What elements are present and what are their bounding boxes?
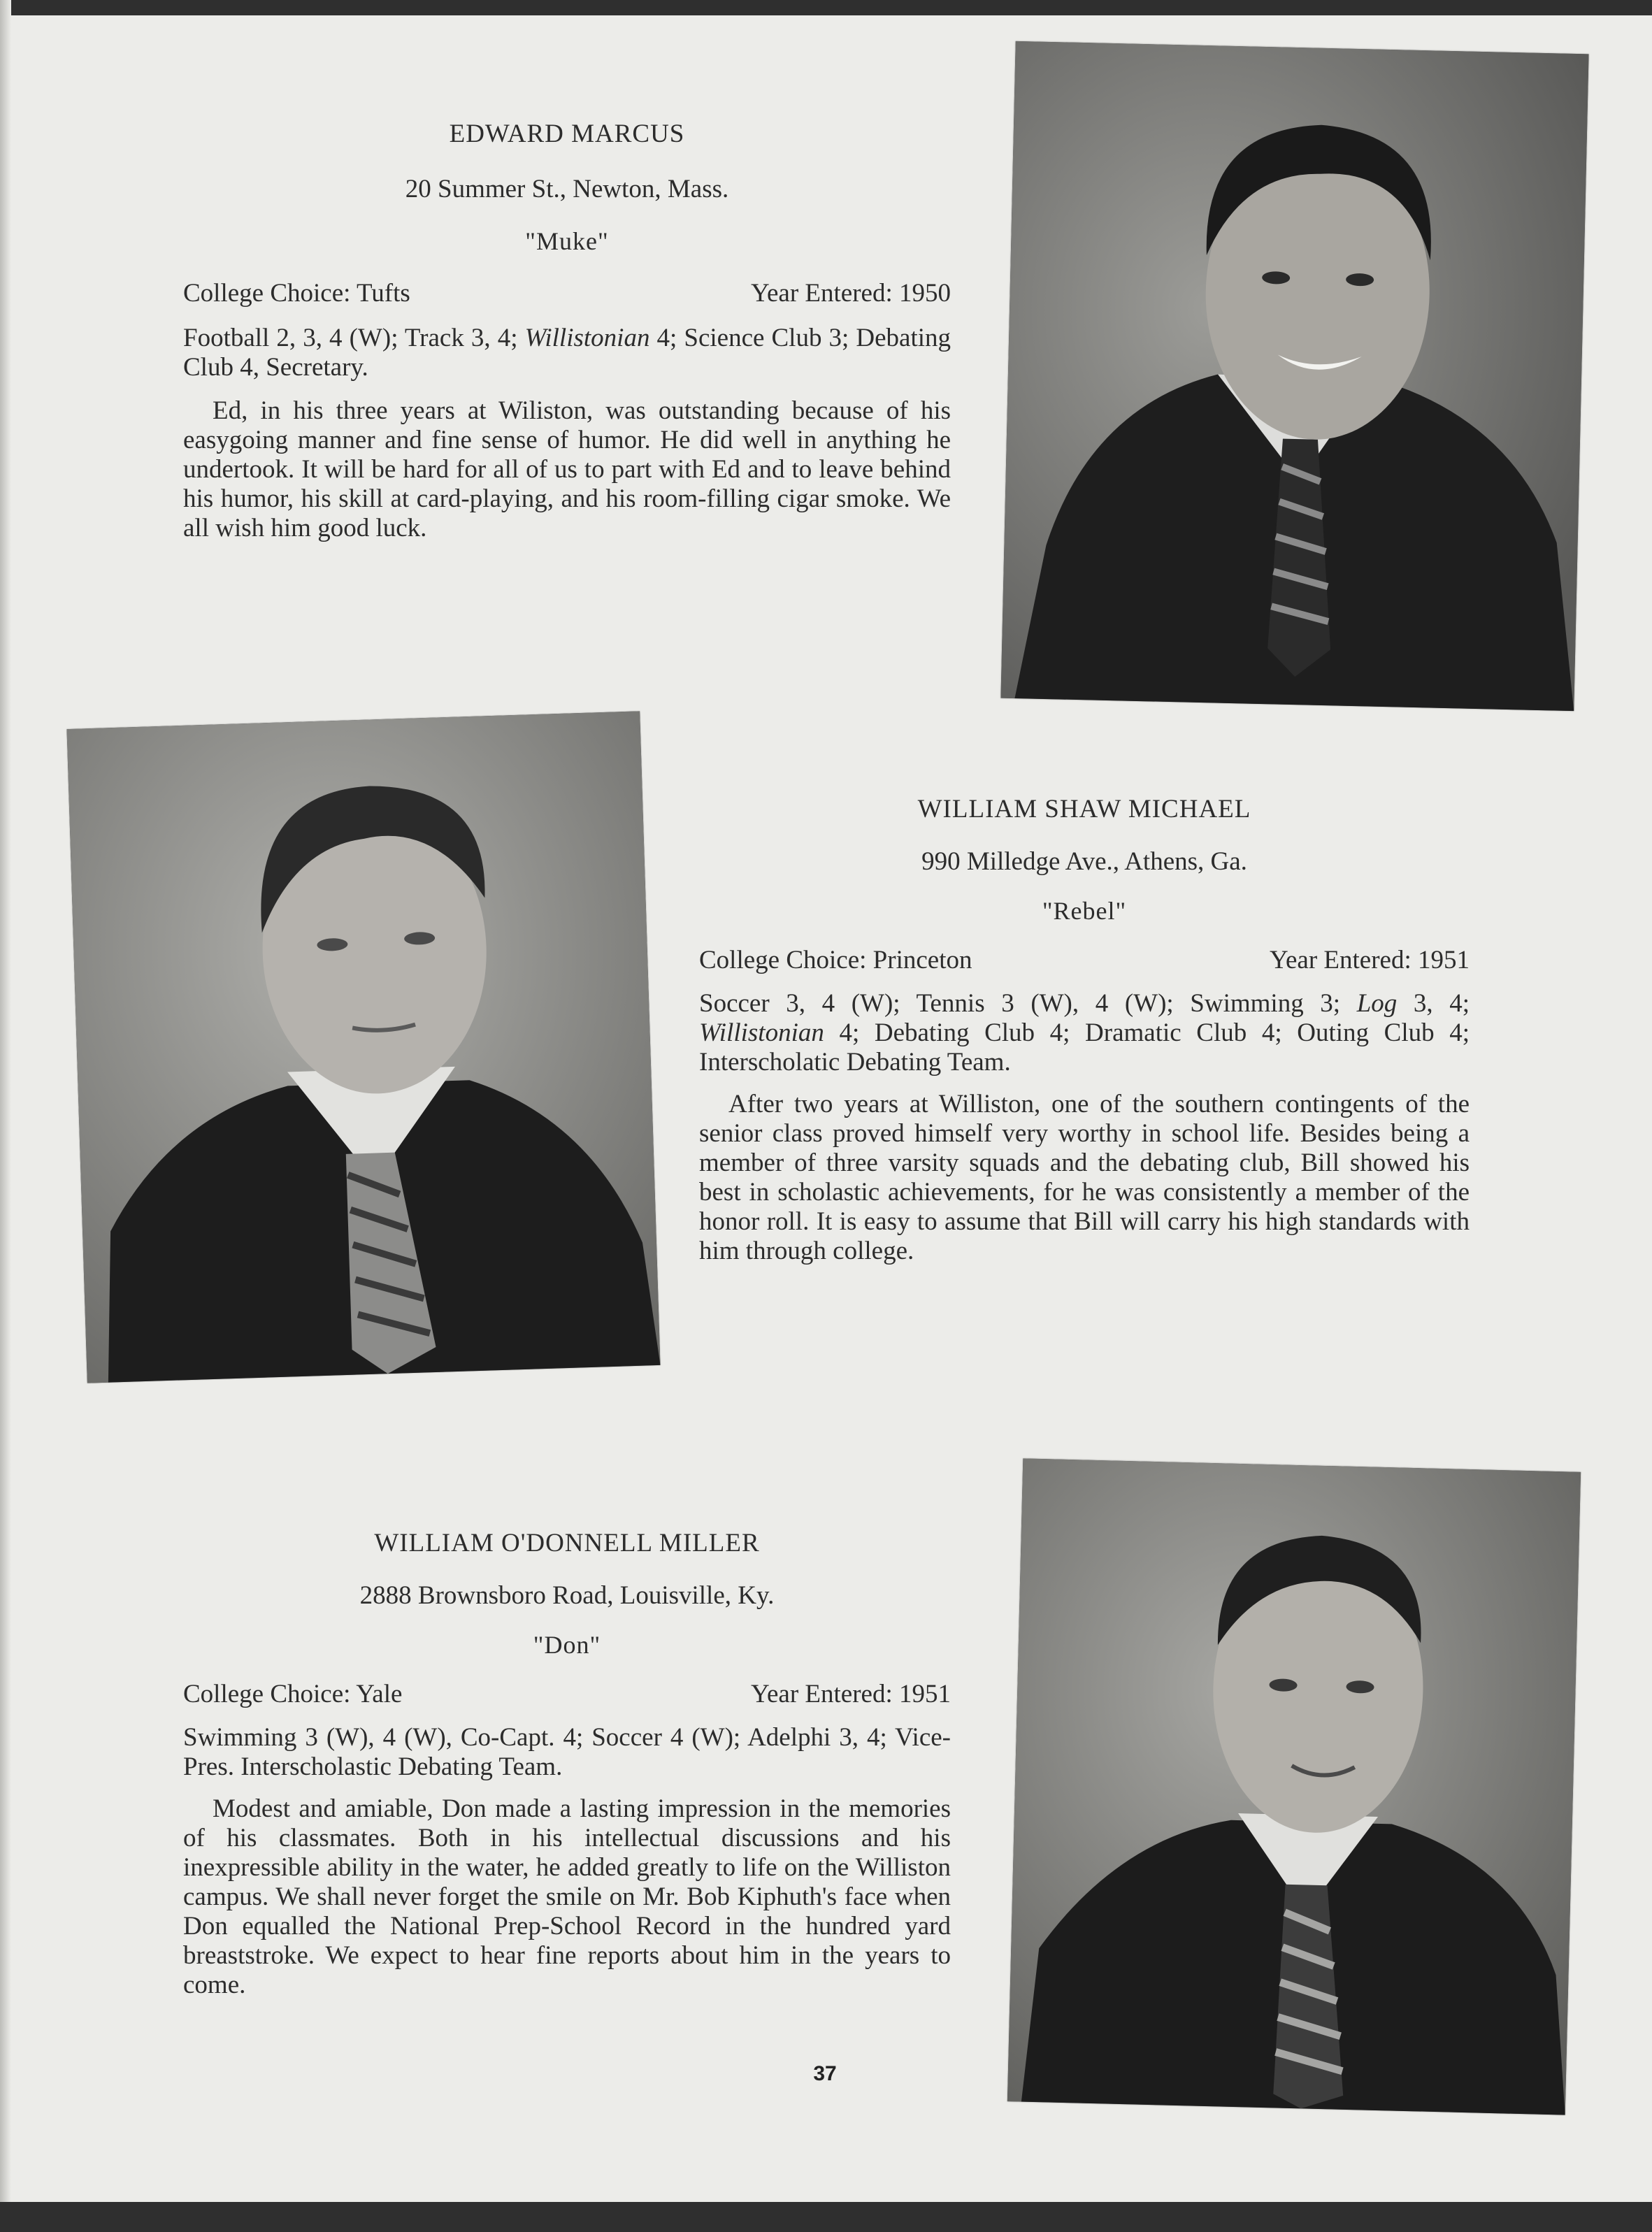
activities-italic-2: Willistonian xyxy=(699,1018,824,1047)
student-bio: Modest and amiable, Don made a lasting impression in the memories of his classmates. Both in his intellectual discussions and his inexpressible ability in the water, he added greatly to life on the Williston campus. We shall never forget the smile on Mr. Bob Kiphuth's face when Don equalled the National Prep-School Record in the hundred yard breaststroke. We expect to hear fine reports about him in the years to come. xyxy=(183,1794,951,1999)
meta-row xyxy=(183,1679,951,1709)
activities-italic: Willistonian xyxy=(524,324,650,352)
portrait-image xyxy=(1000,41,1588,711)
student-nickname: "Don" xyxy=(533,1631,601,1659)
activities: Swimming 3 (W), 4 (W), Co-Capt. 4; Soccer 4 (W); Adelphi 3, 4; Vice-Pres. Interscholastic Debating Team. xyxy=(183,1723,951,1781)
scan-left-edge xyxy=(0,0,11,2232)
student-bio: Ed, in his three years at Wiliston, was outstanding because of his easygoing manner and fine sense of humor. He did well in anything he undertook. It will be hard for all of us to part with Ed and to leave behind his humor, his skill at card-playing, and his room-filling cigar smoke. We all wish him good luck. xyxy=(183,396,951,542)
entry-marcus xyxy=(183,119,951,543)
activities-text-2: 3, 4; xyxy=(1397,989,1470,1018)
scan-bottom-border xyxy=(0,2202,1652,2232)
scan-top-border xyxy=(0,0,1652,15)
activities-text-3: 4; Debating Club 4; Dramatic Club 4; Outing Club 4; Interscholatic Debating Team. xyxy=(699,1018,1470,1077)
meta-row xyxy=(183,278,951,308)
page-number: 37 xyxy=(813,2062,837,2085)
entry-miller xyxy=(183,1528,951,2000)
portrait-image xyxy=(1007,1458,1581,2115)
college-choice: College Choice: Princeton xyxy=(699,946,972,974)
meta-row xyxy=(699,945,1470,975)
year-entered: Year Entered: 1951 xyxy=(1269,946,1470,974)
activities-italic: Log xyxy=(1356,989,1398,1018)
portrait-photo-michael xyxy=(67,711,661,1383)
activities xyxy=(183,324,951,382)
activities-text-2: 4; Science Club 3; Debating Club 4, Secretary. xyxy=(183,324,951,382)
year-entered: Year Entered: 1950 xyxy=(750,279,951,308)
portrait-photo-miller xyxy=(1007,1458,1581,2115)
student-address: 2888 Brownsboro Road, Louisville, Ky. xyxy=(359,1581,775,1610)
activities-text: Football 2, 3, 4 (W); Track 3, 4; xyxy=(183,324,525,352)
year-entered: Year Entered: 1951 xyxy=(750,1680,951,1708)
portrait-photo-marcus xyxy=(1000,41,1588,711)
portrait-image xyxy=(67,711,661,1383)
student-name: WILLIAM SHAW MICHAEL xyxy=(917,795,1251,823)
entry-michael xyxy=(699,794,1470,1266)
college-choice: College Choice: Tufts xyxy=(183,279,410,308)
college-choice: College Choice: Yale xyxy=(183,1680,403,1708)
student-nickname: "Rebel" xyxy=(1042,897,1127,925)
student-address: 20 Summer St., Newton, Mass. xyxy=(405,175,729,203)
student-nickname: "Muke" xyxy=(525,227,609,255)
student-name: WILLIAM O'DONNELL MILLER xyxy=(374,1529,760,1557)
activities xyxy=(699,989,1470,1077)
activities-text: Soccer 3, 4 (W); Tennis 3 (W), 4 (W); Swimming 3; xyxy=(699,989,1357,1018)
student-bio: After two years at Williston, one of the southern contingents of the senior class proved himself very worthy in school life. Besides being a member of three varsity squads and the debating club, Bill showed his best in scholastic achievements, for he was consistently a member of the honor roll. It is easy to assume that Bill will carry his high standards with him through college. xyxy=(699,1090,1470,1265)
student-name: EDWARD MARCUS xyxy=(449,120,685,148)
student-address: 990 Milledge Ave., Athens, Ga. xyxy=(921,847,1247,876)
